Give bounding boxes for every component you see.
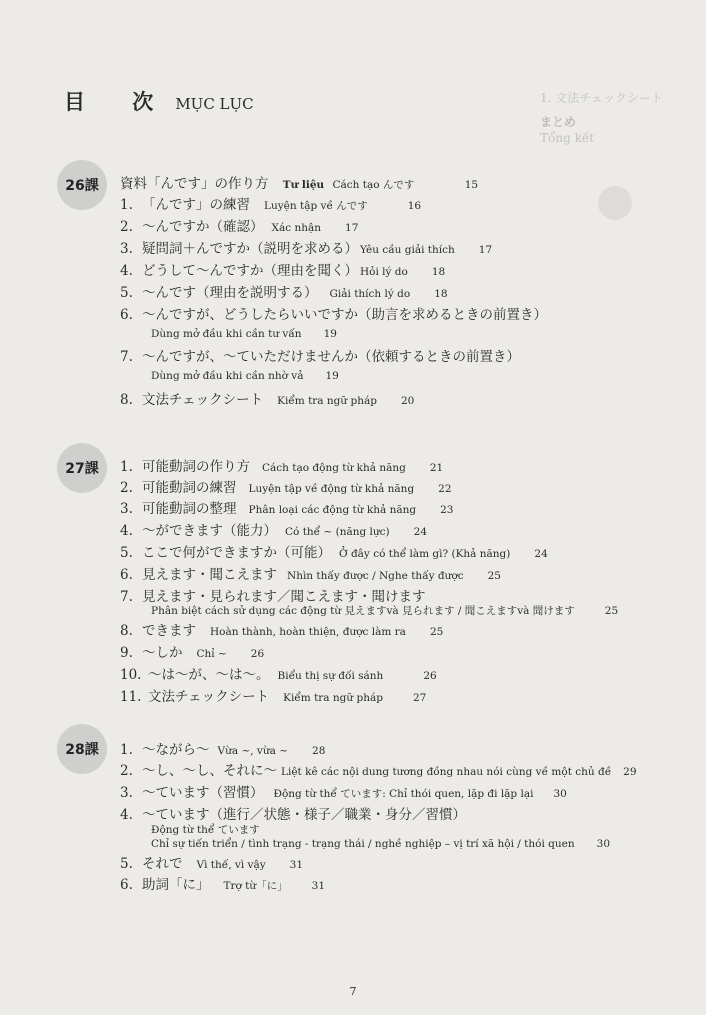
entry-jp: ～んですが、どうしたらいいですか（助言を求めるときの前置き） — [142, 307, 547, 323]
toc-entry[interactable] — [120, 806, 466, 824]
toc-entry[interactable] — [120, 762, 637, 781]
entry-page: 28 — [312, 745, 326, 757]
toc-entry[interactable] — [120, 855, 303, 874]
entry-vi: Động từ thể ています: Chỉ thói quen, lặp đi lặp lại — [273, 788, 534, 800]
entry-jp: 疑問詞＋んですか（説明を求める） — [142, 241, 358, 257]
toc-entry[interactable] — [120, 622, 443, 641]
entry-num: 3. — [120, 501, 133, 517]
entry-jp: ～しか — [142, 645, 183, 661]
entry-page: 23 — [440, 504, 454, 516]
entry-page: 19 — [325, 370, 339, 382]
entry-vi: Có thể ~ (năng lực) — [285, 526, 390, 538]
entry-page: 26 — [423, 670, 437, 682]
toc-entry[interactable] — [120, 391, 414, 410]
entry-num: 5. — [120, 856, 133, 872]
entry-num: 9. — [120, 645, 133, 661]
lesson26-intro[interactable] — [120, 175, 478, 194]
entry-page: 31 — [311, 880, 326, 892]
entry-jp: どうして～んですか（理由を聞く） — [142, 263, 358, 279]
title-vi: MỤC LỤC — [175, 95, 254, 113]
entry-vi: Ở đây có thể làm gì? (Khả năng) — [339, 548, 511, 560]
entry-page: 18 — [434, 288, 448, 300]
entry-jp: ～んですか（確認） — [142, 219, 264, 235]
entry-num: 2. — [120, 480, 133, 496]
entry-page: 29 — [623, 766, 637, 778]
bleed-line1: 1. 文法チェックシート — [540, 91, 663, 105]
page-title — [64, 86, 254, 116]
entry-page: 17 — [345, 222, 359, 234]
entry-jp: ～し、～し、それに～ — [142, 763, 277, 779]
entry-num: 1. — [120, 459, 133, 475]
entry-jp: 見えます・見られます／聞こえます・聞けます — [142, 589, 426, 605]
entry-num: 4. — [120, 523, 133, 539]
entry-page: 30 — [553, 788, 567, 800]
entry-page: 18 — [431, 266, 446, 278]
toc-entry[interactable] — [120, 196, 421, 215]
toc-entry-subline — [151, 604, 618, 618]
entry-vi: Xác nhận — [271, 222, 322, 234]
entry-num: 4. — [120, 263, 133, 279]
entry-num: 6. — [120, 307, 133, 323]
entry-jp: できます — [142, 623, 196, 639]
intro-vi: Cách tạo んです — [332, 179, 415, 191]
entry-num: 3. — [120, 785, 133, 801]
entry-num: 1. — [120, 742, 133, 758]
entry-vi: Cách tạo động từ khả năng — [262, 462, 406, 474]
entry-page: 24 — [413, 526, 428, 538]
toc-entry[interactable] — [120, 284, 448, 303]
toc-entry[interactable] — [120, 644, 264, 663]
entry-page: 22 — [438, 483, 452, 495]
entry-jp: 可能動詞の練習 — [142, 480, 237, 496]
entry-page: 27 — [412, 692, 427, 704]
entry-vi: Nhìn thấy được / Nghe thấy được — [287, 570, 464, 582]
toc-entry[interactable] — [120, 688, 426, 707]
bleed-line3: Tổng kết — [540, 131, 595, 145]
toc-entry[interactable] — [120, 666, 437, 685]
entry-jp: 文法チェックシート — [142, 392, 264, 408]
toc-entry-subline — [151, 837, 610, 851]
entry-vi: Vừa ~, vừa ~ — [217, 745, 289, 757]
entry-num: 4. — [120, 807, 133, 823]
entry-num: 5. — [120, 545, 133, 561]
entry-num: 7. — [120, 349, 133, 365]
bleed-circle — [598, 186, 632, 220]
entry-vi: Luyện tập về んです — [264, 200, 368, 212]
entry-page: 31 — [289, 859, 304, 871]
entry-page: 24 — [534, 548, 548, 560]
entry-jp: 「んです」の練習 — [142, 197, 250, 213]
toc-entry[interactable] — [120, 500, 453, 519]
entry-num: 6. — [120, 567, 133, 583]
entry-jp: ～は～が、～は～。 — [148, 667, 270, 683]
toc-entry[interactable] — [120, 458, 443, 477]
entry-page: 21 — [429, 462, 444, 474]
intro-vi-bold: Tư liệu — [282, 179, 325, 191]
entry-vi: Hoàn thành, hoàn thiện, được làm ra — [210, 626, 406, 638]
toc-entry[interactable] — [120, 544, 548, 563]
entry-num: 2. — [120, 219, 133, 235]
entry-jp: ここで何ができますか（可能） — [142, 545, 331, 561]
entry-vi: Liệt kê các nội dung tương đồng nhau nói cùng về một chủ đề — [281, 766, 612, 778]
page-number: 7 — [349, 985, 357, 998]
entry-page: 25 — [604, 605, 619, 617]
entry-jp: 文法チェックシート — [148, 689, 270, 705]
entry-num: 10. — [120, 667, 142, 683]
toc-entry-subline — [151, 369, 339, 383]
bleed-through — [540, 90, 706, 320]
entry-page: 20 — [400, 395, 415, 407]
entry-vi-b: Chỉ sự tiến triển / tình trạng - trạng thái / nghề nghiệp – vị trí xã hội / thói quen — [151, 838, 575, 850]
entry-jp: ～ながら～ — [142, 742, 210, 758]
entry-jp: ～ています（習慣） — [142, 785, 264, 801]
entry-jp: ～ができます（能力） — [142, 523, 277, 539]
toc-entry[interactable] — [120, 876, 325, 895]
entry-jp: ～んですが、～ていただけませんか（依頼するときの前置き） — [142, 349, 520, 365]
entry-num: 1. — [120, 197, 133, 213]
entry-page: 17 — [478, 244, 493, 256]
entry-vi: Kiểm tra ngữ pháp — [283, 692, 383, 704]
entry-vi: Giải thích lý do — [329, 288, 411, 300]
entry-vi: Dùng mở đầu khi cần tư vấn — [151, 328, 302, 340]
entry-jp: ～んです（理由を説明する） — [142, 285, 318, 301]
bleed-line2: まとめ — [540, 115, 577, 129]
toc-entry[interactable] — [120, 566, 501, 585]
toc-entry[interactable] — [120, 479, 452, 498]
entry-page: 16 — [407, 200, 422, 212]
entry-page: 25 — [487, 570, 501, 582]
entry-num: 8. — [120, 392, 133, 408]
toc-entry[interactable] — [120, 218, 358, 237]
toc-entry[interactable] — [120, 741, 325, 760]
toc-entry[interactable] — [120, 522, 427, 541]
intro-jp: 資料「んです」の作り方 — [120, 176, 269, 192]
entry-num: 6. — [120, 877, 133, 893]
entry-vi: Hỏi lý do — [360, 266, 408, 278]
entry-jp: 見えます・聞こえます — [142, 567, 277, 583]
title-jp: 目 次 — [64, 89, 174, 114]
entry-vi: Trợ từ「に」 — [223, 880, 288, 892]
toc-entry[interactable] — [120, 262, 445, 281]
entry-jp: 助詞「に」 — [142, 877, 210, 893]
entry-num: 8. — [120, 623, 133, 639]
entry-num: 11. — [120, 689, 142, 705]
entry-vi: Luyện tập về động từ khả năng — [248, 483, 415, 495]
entry-num: 2. — [120, 763, 133, 779]
toc-entry-subline — [151, 823, 260, 837]
entry-num: 3. — [120, 241, 133, 257]
lesson-badge-27: 27課 — [57, 443, 107, 493]
intro-page: 15 — [464, 179, 479, 191]
entry-page: 26 — [250, 648, 265, 660]
entry-page: 25 — [429, 626, 444, 638]
entry-vi: Yêu cầu giải thích — [360, 244, 455, 256]
entry-vi: Chỉ ~ — [196, 648, 227, 660]
toc-entry[interactable] — [120, 784, 567, 803]
entry-num: 7. — [120, 589, 133, 605]
entry-vi: Biểu thị sự đối sánh — [277, 670, 384, 682]
entry-page: 19 — [323, 328, 337, 340]
entry-num: 5. — [120, 285, 133, 301]
toc-entry[interactable] — [120, 240, 492, 259]
entry-jp: それで — [142, 856, 183, 872]
entry-vi: Dùng mở đầu khi cần nhờ vả — [151, 370, 304, 382]
lesson-badge-26: 26課 — [57, 160, 107, 210]
lesson-badge-28: 28課 — [57, 724, 107, 774]
toc-entry[interactable] — [120, 306, 547, 324]
entry-vi: Vì thế, vì vậy — [196, 859, 266, 871]
entry-jp: 可能動詞の作り方 — [142, 459, 250, 475]
entry-vi: Kiểm tra ngữ pháp — [277, 395, 377, 407]
entry-jp: ～ています（進行／状態・様子／職業・身分／習慣） — [142, 807, 466, 823]
entry-vi-a: Động từ thể ています — [151, 824, 260, 836]
entry-vi: Phân loại các động từ khả năng — [248, 504, 417, 516]
toc-entry[interactable] — [120, 348, 520, 366]
entry-page: 30 — [596, 838, 611, 850]
toc-entry-subline — [151, 327, 337, 341]
entry-vi: Phân biệt cách sử dụng các động từ 見えますvà 見られます / 聞こえますvà 聞けます — [151, 605, 575, 617]
entry-jp: 可能動詞の整理 — [142, 501, 237, 517]
